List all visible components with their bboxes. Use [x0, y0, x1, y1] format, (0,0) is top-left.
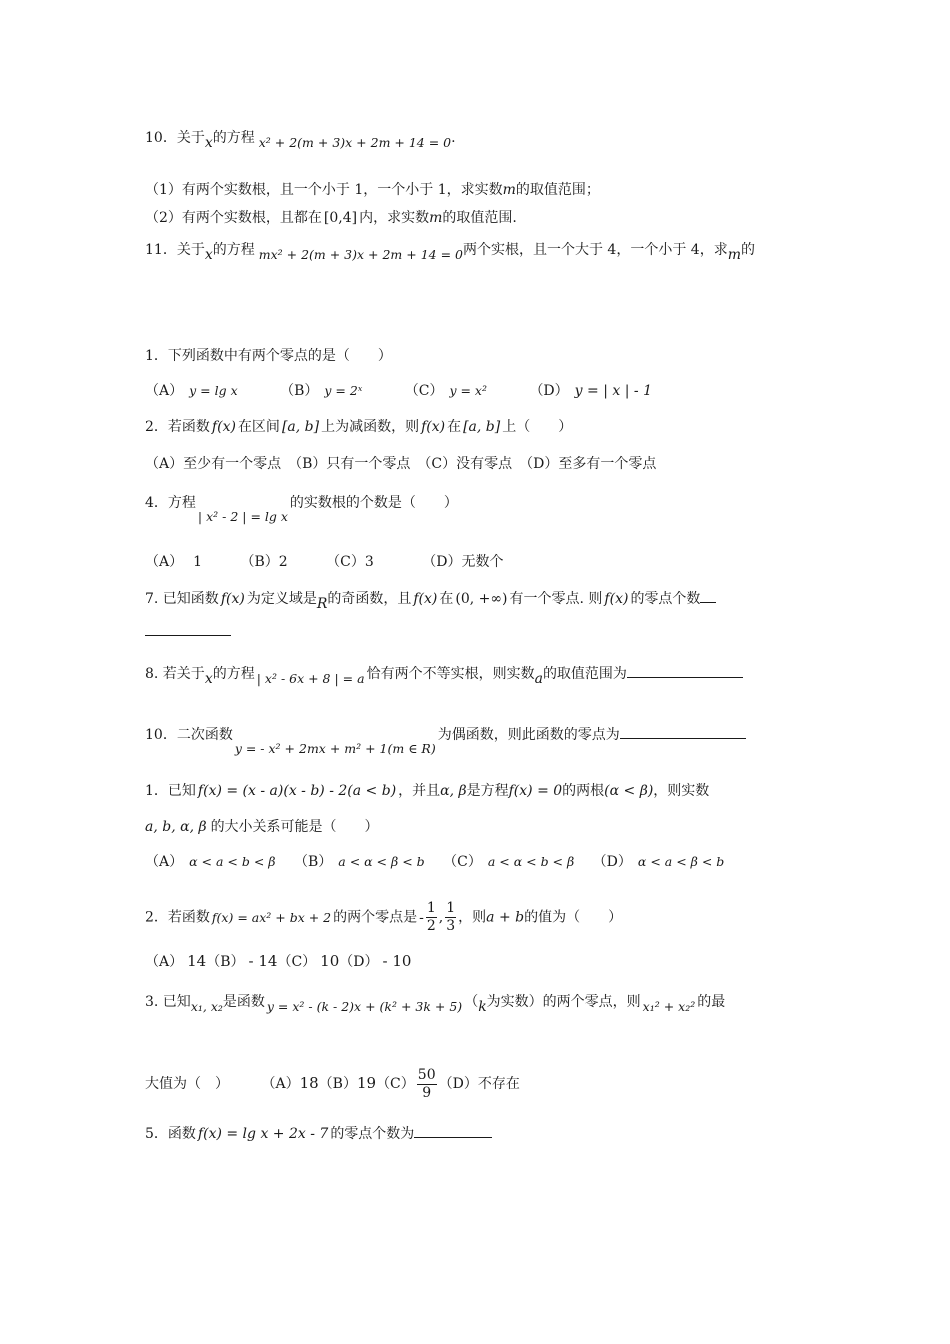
- question-text: 上（ ）: [502, 419, 573, 435]
- question-text: 的: [740, 242, 755, 258]
- variable-m: m: [502, 182, 516, 198]
- question-text: 的两个零点是: [333, 909, 418, 926]
- question-text: 2．若函数: [145, 909, 210, 926]
- variable-m: m: [429, 210, 443, 226]
- interval: [0,4]: [323, 210, 358, 226]
- option-d-label: （D）: [592, 854, 632, 870]
- practice-1-stem: 1．下列函数中有两个零点的是（ ）: [145, 348, 392, 364]
- review-2-options: [145, 951, 411, 972]
- fraction-one-third: $\frac{1}{3}$: [446, 900, 456, 934]
- equation: f(x) = lg x + 2x - 7: [197, 1126, 329, 1142]
- question-text: 大值为（ ）: [145, 1076, 229, 1092]
- roots-alpha-beta: α, β: [440, 783, 467, 799]
- option-b-value: 19: [356, 1074, 377, 1092]
- option-c-value: a < α < b < β: [487, 854, 575, 869]
- period: .: [451, 130, 456, 146]
- option-c-label: （C）: [404, 383, 444, 399]
- practice-4-stem: [145, 493, 458, 527]
- option-d-value: α < a < β < b: [637, 854, 725, 869]
- practice-10-stem: [145, 724, 746, 759]
- option-c-label: （C）: [376, 1076, 415, 1092]
- question-text: 为定义域是: [246, 591, 317, 607]
- equation: f(x) = 0: [508, 783, 563, 799]
- equation: f(x) = ax² + bx + 2: [211, 909, 332, 925]
- question-text: （2）有两个实数根，且都在: [145, 210, 322, 226]
- question-text: 有一个零点. 则: [509, 591, 603, 607]
- option-b-value: a < α < β < b: [338, 854, 425, 869]
- answer-blank: [627, 663, 743, 678]
- question-text: 的零点个数: [630, 591, 701, 607]
- option-b-value: - 14: [248, 952, 278, 970]
- question-text: 的大小关系可能是（ ）: [210, 819, 379, 835]
- question-text: 5．函数: [145, 1126, 196, 1142]
- function-fx: f(x): [220, 591, 245, 607]
- option-a-label: （A）: [145, 854, 184, 870]
- question-text: 的零点个数为: [330, 1126, 415, 1142]
- variables: x₁, x₂: [190, 999, 223, 1014]
- equation: x² + 2(m + 3)x + 2m + 14 = 0: [258, 135, 452, 150]
- answer-blank: [145, 621, 231, 636]
- function-fx: f(x): [413, 591, 438, 607]
- question-text: 的取值范围；: [515, 182, 600, 198]
- practice-4-options: [145, 552, 503, 572]
- option-a-value: α < a < b < β: [189, 854, 276, 869]
- question-text: 的值为（ ）: [524, 909, 623, 926]
- equation: | x² - 6x + 8 | = a: [256, 671, 365, 686]
- question-text: 为偶函数，则此函数的零点为: [437, 727, 620, 743]
- equation: y = x² - (k - 2)x + (k² + 3k + 5): [266, 999, 463, 1014]
- option-c: （C）3: [326, 554, 374, 570]
- variable-x: x: [204, 135, 213, 151]
- variable-m: m: [727, 247, 741, 263]
- question-10-part-1: [145, 180, 600, 200]
- option-a-label: （A）: [261, 1076, 300, 1092]
- question-text: 的最: [697, 994, 726, 1010]
- equation: y = - x² + 2mx + m² + 1(m ∈ R): [234, 741, 436, 756]
- question-text: 的方程: [212, 130, 255, 146]
- question-text: 10．二次函数: [145, 727, 233, 743]
- expression: a + b: [486, 909, 525, 926]
- option-b-label: （B）: [206, 954, 245, 970]
- question-text: 在区间: [237, 419, 280, 435]
- option-c-label: （C）: [277, 954, 317, 970]
- option-c-label: （C）: [443, 854, 482, 870]
- question-text: ，并且: [398, 783, 441, 799]
- question-text: 是方程: [466, 783, 509, 799]
- variable-k: k: [478, 999, 487, 1015]
- option-a-value: y = lg x: [189, 383, 238, 398]
- option-a-label: （A）: [145, 383, 184, 399]
- function-fx: f(x): [604, 591, 629, 607]
- question-number: 11．关于: [145, 242, 205, 258]
- practice-2-stem: [145, 417, 572, 437]
- variable-x: x: [204, 247, 213, 263]
- interval: [a, b]: [463, 419, 501, 435]
- question-text: 为实数）的两个零点，则: [486, 994, 641, 1010]
- option-a-value: 1: [193, 554, 203, 570]
- review-5-stem: [145, 1123, 492, 1144]
- question-11-stem: [145, 240, 755, 265]
- question-text: 2．若函数: [145, 419, 210, 435]
- option-d: （D）不存在: [438, 1076, 520, 1092]
- option-b-label: （B）: [280, 383, 319, 399]
- practice-7-stem: [145, 588, 716, 614]
- question-text: （1）有两个实数根，且一个小于 1，一个小于 1，求实数: [145, 182, 503, 198]
- option-a-value: 18: [299, 1074, 319, 1092]
- question-text: 在: [447, 419, 462, 435]
- question-text: （: [464, 994, 479, 1010]
- answer-blank: [620, 724, 746, 739]
- question-text: 7. 已知函数: [145, 591, 219, 607]
- option-a-value: 14: [187, 952, 207, 970]
- question-text: 的取值范围为: [542, 666, 627, 682]
- function-fx: f(x): [421, 419, 446, 435]
- equation: f(x) = (x - a)(x - b) - 2(a < b): [197, 783, 397, 799]
- question-text: 8. 若关于: [145, 666, 205, 682]
- variable-a: a: [534, 671, 543, 687]
- question-text: 是函数: [222, 994, 265, 1010]
- review-2-stem: 2．若函数 f(x) = ax² + bx + 2 的两个零点是 - $\frac{1}{2}$ , $\frac{1}{3}$ ，则a + b的值为（ ）: [145, 900, 623, 934]
- variables: a, b, α, β: [145, 819, 207, 835]
- option-b: （B）2: [240, 554, 288, 570]
- minus-sign: -: [419, 909, 424, 926]
- question-10-part-2: [145, 208, 517, 228]
- option-a-label: （A）: [145, 554, 184, 570]
- condition: (α < β): [604, 783, 654, 799]
- option-c-value: y = x²: [449, 383, 487, 398]
- option-d-value: y = | x | - 1: [574, 383, 652, 399]
- option-d-label: （D）: [339, 954, 379, 970]
- interval: [a, b]: [281, 419, 320, 435]
- question-text: ，则: [458, 909, 487, 926]
- equation: | x² - 2 | = lg x: [197, 509, 288, 524]
- review-1-options: [145, 852, 724, 872]
- option-d: （D）无数个: [422, 554, 504, 570]
- function-fx: f(x): [211, 419, 236, 435]
- practice-1-options: [145, 381, 652, 401]
- question-10-stem: [145, 128, 456, 153]
- expression: x₁² + x₂²: [642, 999, 696, 1014]
- question-text: 的方程: [212, 242, 255, 258]
- review-1-stem: [145, 781, 709, 801]
- fraction-fifty-ninths: $\frac{50}{9}$: [417, 1066, 436, 1101]
- question-text: 3. 已知: [145, 994, 191, 1010]
- option-b-label: （B）: [318, 1076, 357, 1092]
- practice-8-stem: [145, 663, 743, 689]
- review-3-stem: [145, 992, 725, 1017]
- question-text: 在: [439, 591, 454, 607]
- practice-7-blank-line: [145, 621, 231, 642]
- interval: (0, +∞): [455, 591, 508, 607]
- question-text: 的实数根的个数是（ ）: [289, 495, 458, 511]
- practice-2-options: （A）至少有一个零点 （B）只有一个零点 （C）没有零点 （D）至多有一个零点: [145, 456, 657, 472]
- question-text: 的方程: [212, 666, 255, 682]
- option-d-label: （D）: [529, 383, 569, 399]
- question-number: 10．关于: [145, 130, 205, 146]
- option-c-value: 10: [320, 952, 340, 970]
- option-b-value: y = 2ˣ: [324, 383, 363, 398]
- question-text: 的取值范围.: [442, 210, 517, 226]
- review-3-options: [145, 1064, 520, 1103]
- question-text: 内，求实数: [359, 210, 430, 226]
- question-text: 4．方程: [145, 495, 196, 511]
- equation: mx² + 2(m + 3)x + 2m + 14 = 0: [258, 247, 463, 262]
- question-text: 上为减函数，则: [321, 419, 420, 435]
- review-1-stem-line-2: [145, 817, 379, 837]
- variable-x: x: [204, 671, 213, 687]
- question-text: 两个实根，且一个大于 4，一个小于 4，求: [462, 242, 728, 258]
- question-text: 1．已知: [145, 783, 196, 799]
- question-text: ，则实数: [653, 783, 710, 799]
- fraction-one-half: $\frac{1}{2}$: [426, 900, 436, 934]
- question-text: 恰有两个不等实根，则实数: [366, 666, 535, 682]
- option-b-label: （B）: [293, 854, 333, 870]
- option-a-label: （A）: [145, 954, 184, 970]
- answer-blank: [700, 588, 716, 603]
- question-text: 的奇函数，且: [327, 591, 412, 607]
- question-text: 的两根: [562, 783, 605, 799]
- answer-blank: [414, 1123, 492, 1138]
- set-R: R: [316, 596, 328, 612]
- option-d-value: - 10: [382, 952, 412, 970]
